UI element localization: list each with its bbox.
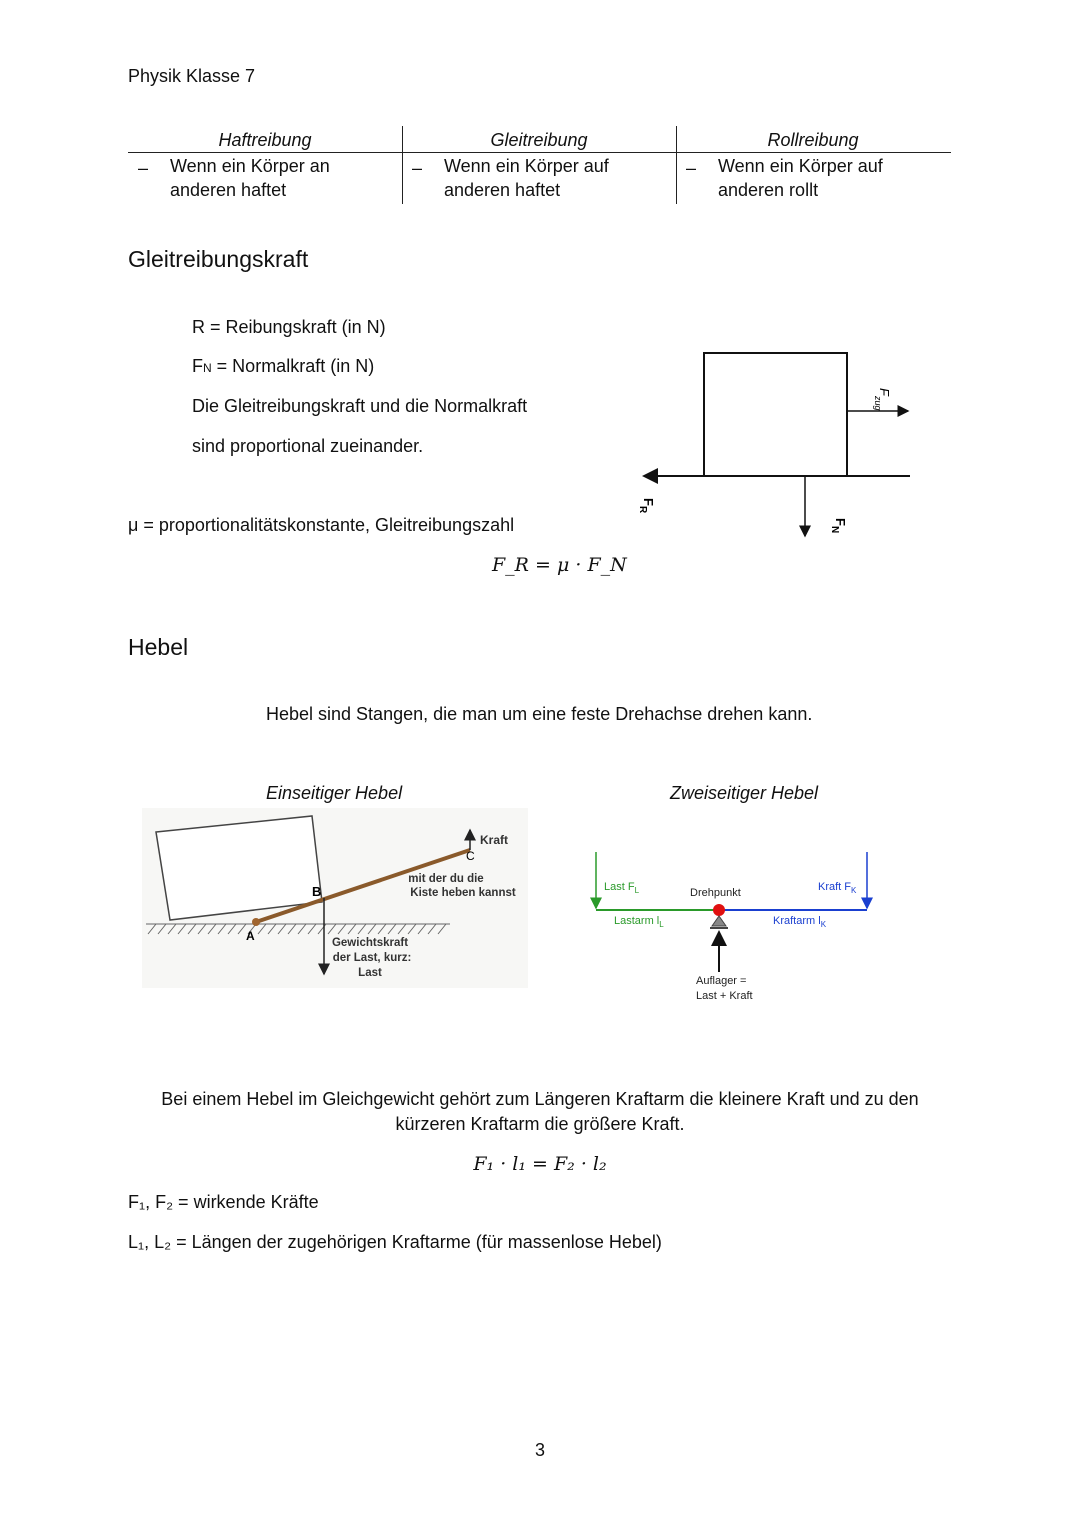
- text-line: Wenn ein Körper auf: [444, 156, 609, 176]
- text-line: anderen rollt: [718, 180, 819, 200]
- definition-forces: F₁, F₂ = wirkende Kräfte: [128, 1192, 319, 1212]
- text-line: Wenn ein Körper auf: [718, 156, 883, 176]
- column-text: [718, 154, 883, 202]
- kraftarm-label: Kraftarm $l_K$: [773, 915, 827, 929]
- kraft-label: Kraft: [480, 833, 509, 847]
- pivot-a: [252, 918, 260, 926]
- weight-description-2: der Last, kurz:: [332, 952, 412, 964]
- bullet-dash: –: [138, 158, 149, 178]
- crate: [156, 816, 322, 920]
- svg-text:F: F: [877, 388, 892, 396]
- svg-text:F: F: [641, 498, 656, 506]
- force-description-2: Kiste heben kannst: [410, 887, 516, 899]
- lever-formula: F₁ · l₁ = F₂ · l₂: [473, 1153, 607, 1175]
- friction-types-table: [128, 126, 951, 206]
- lever-rule-line-2: kürzeren Kraftarm die größere Kraft.: [395, 1114, 685, 1134]
- auflager-label-1: Auflager =: [696, 975, 747, 987]
- two-sided-lever-diagram: [588, 846, 888, 1012]
- fzug-label: [873, 388, 892, 411]
- page-header: Physik Klasse 7: [128, 66, 256, 86]
- mu-definition: μ = proportionalitätskonstante, Gleitreibungszahl: [128, 515, 515, 535]
- support-triangle: [712, 916, 726, 926]
- two-sided-lever-label: Zweiseitiger Hebel: [670, 783, 819, 803]
- column-text: [444, 154, 609, 202]
- fr-label: [637, 498, 656, 514]
- definition-text: = Normalkraft (in N): [211, 356, 375, 376]
- kraft-label: Kraft $F_K$: [818, 881, 857, 895]
- lastarm-label: Lastarm $l_L$: [614, 915, 664, 929]
- svg-text:zug: zug: [873, 396, 883, 411]
- point-a-label: A: [246, 929, 255, 943]
- friction-force-diagram: [630, 340, 930, 560]
- column-haftreibung: [128, 126, 402, 204]
- section-heading-hebel: Hebel: [128, 634, 189, 660]
- svg-text:R: R: [637, 506, 648, 514]
- point-c-label: C: [466, 849, 475, 863]
- lever-rule-line-1: Bei einem Hebel im Gleichgewicht gehört zum Längeren Kraftarm die kleinere Kraft und zu den: [161, 1089, 919, 1109]
- column-gleitreibung: [402, 126, 676, 204]
- bullet-dash: –: [412, 158, 423, 178]
- friction-formula: F_R = μ · F_N: [492, 554, 627, 576]
- column-title: Haftreibung: [218, 130, 312, 150]
- one-sided-lever-diagram: [142, 808, 528, 988]
- text-line: anderen haftet: [170, 180, 287, 200]
- point-b-label: B: [312, 884, 322, 899]
- fn-label: [829, 518, 848, 533]
- proportional-statement-2: sind proportional zueinander.: [192, 436, 424, 456]
- definition-lengths: L₁, L₂ = Längen der zugehörigen Kraftarme (für massenlose Hebel): [128, 1232, 662, 1252]
- symbol: F: [192, 356, 203, 376]
- text-line: anderen haftet: [444, 180, 561, 200]
- block: [704, 353, 847, 476]
- definition-r: R = Reibungskraft (in N): [192, 317, 386, 337]
- pivot-point: [713, 904, 725, 916]
- drehpunkt-label: Drehpunkt: [690, 887, 741, 899]
- column-text: [170, 154, 330, 202]
- weight-description-3: Last: [358, 967, 382, 979]
- last-label: Last $F_L$: [604, 881, 640, 895]
- section-heading-gleitreibungskraft: Gleitreibungskraft: [128, 246, 309, 272]
- text-line: Wenn ein Körper an: [170, 156, 330, 176]
- auflager-label-2: Last + Kraft: [696, 990, 753, 1002]
- one-sided-lever-label: Einseitiger Hebel: [266, 783, 403, 803]
- column-title: Gleitreibung: [490, 130, 588, 150]
- bullet-dash: –: [686, 158, 697, 178]
- proportional-statement-1: Die Gleitreibungskraft und die Normalkraft: [192, 396, 528, 416]
- hebel-intro: Hebel sind Stangen, die man um eine feste Drehachse drehen kann.: [266, 704, 813, 724]
- weight-description-1: Gewichtskraft: [331, 937, 409, 949]
- svg-text:F: F: [833, 518, 848, 526]
- column-rollreibung: [676, 126, 950, 204]
- force-description-1: mit der du die: [408, 873, 484, 885]
- definition-fn: [192, 356, 374, 377]
- page-number: 3: [534, 1440, 545, 1460]
- subscript: N: [203, 361, 212, 375]
- svg-text:N: N: [829, 526, 840, 534]
- column-title: Rollreibung: [767, 130, 859, 150]
